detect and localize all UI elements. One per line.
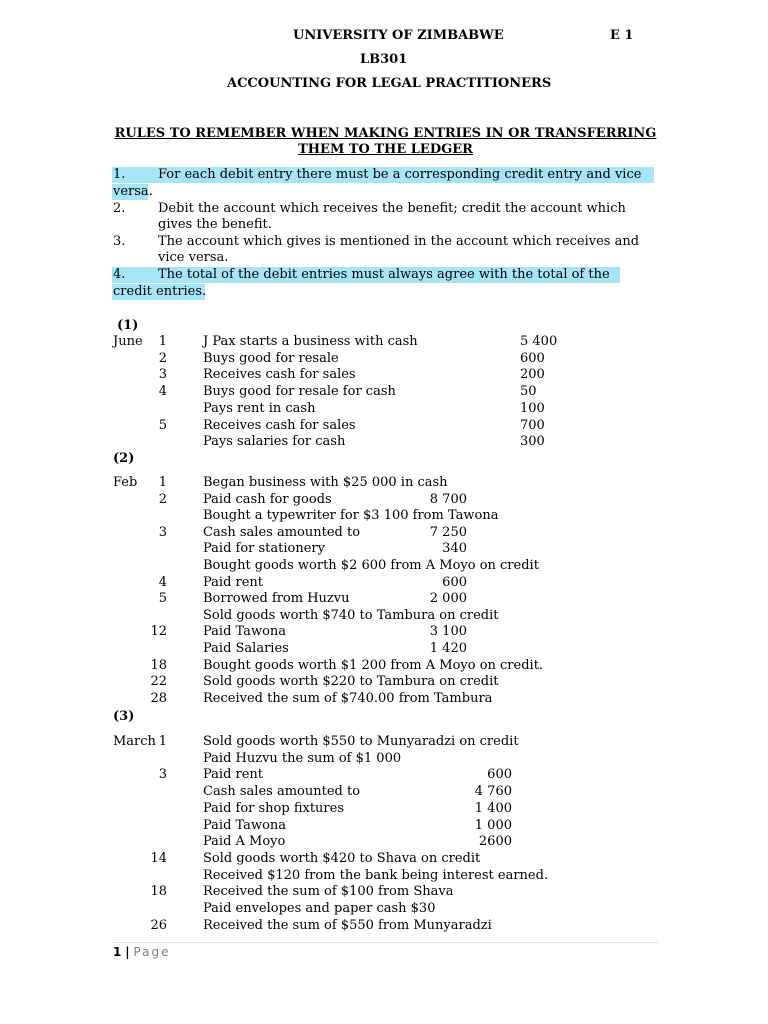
entry-month: March bbox=[113, 734, 156, 749]
entry-description: Received $120 from the bank being interest earned. bbox=[203, 867, 549, 883]
entry-day: 2 bbox=[158, 491, 167, 507]
entry-description: Sold goods worth $420 to Shava on credit bbox=[203, 850, 481, 866]
entry-description: Pays rent in cash bbox=[203, 400, 316, 416]
entry-description: Bought a typewriter for $3 100 from Tawona bbox=[203, 508, 499, 524]
entry-day: 12 bbox=[150, 624, 167, 640]
entry-description: Paid Tawona bbox=[203, 817, 287, 833]
entry-description: Paid Salaries bbox=[203, 641, 289, 656]
entry-day: 2 bbox=[158, 350, 167, 366]
entry-description: Paid for shop fixtures bbox=[203, 800, 345, 816]
entry-amount: 8 700 bbox=[429, 491, 467, 507]
entry-description: Received the sum of $550 from Munyaradzi bbox=[203, 917, 492, 933]
rule-2-number: 2. bbox=[113, 201, 126, 216]
entry-amount: 200 bbox=[520, 367, 545, 383]
entry-description: Paid A Moyo bbox=[203, 834, 286, 850]
entry-description: Receives cash for sales bbox=[203, 367, 356, 383]
exercise-3-label: (3) bbox=[113, 709, 135, 724]
entry-description: Paid for stationery bbox=[203, 541, 325, 557]
rule-3-number: 3. bbox=[113, 234, 126, 249]
exercise-2-label: (2) bbox=[113, 451, 135, 466]
entry-description: Bought goods worth $1 200 from A Moyo on credit. bbox=[203, 657, 544, 673]
entry-day: 28 bbox=[150, 690, 167, 706]
entry-amount: 5 400 bbox=[520, 334, 558, 349]
rule-1-text: For each debit entry there must be a corresponding credit entry and vice bbox=[158, 167, 642, 182]
entry-description: Borrowed from Huzvu bbox=[203, 591, 350, 607]
course-title: ACCOUNTING FOR LEGAL PRACTITIONERS bbox=[227, 76, 552, 91]
entry-month: Feb bbox=[113, 475, 138, 490]
entry-description: Cash sales amounted to bbox=[203, 524, 361, 540]
entry-day: 3 bbox=[158, 524, 167, 540]
entry-day: 18 bbox=[150, 657, 167, 673]
entry-day: 5 bbox=[158, 417, 167, 433]
entry-day: 3 bbox=[158, 767, 167, 783]
entry-day: 1 bbox=[158, 334, 167, 349]
entry-description: Receives cash for sales bbox=[203, 417, 356, 433]
entry-day: 1 bbox=[158, 734, 167, 749]
rule-4-number: 4. bbox=[113, 267, 126, 282]
entry-day: 26 bbox=[150, 917, 167, 933]
entry-amount: 3 100 bbox=[429, 624, 467, 640]
entry-description: Paid rent bbox=[203, 574, 264, 590]
course-code: LB301 bbox=[360, 52, 408, 67]
footer-divider bbox=[113, 942, 658, 943]
entry-description: Buys good for resale for cash bbox=[203, 384, 396, 400]
page-label: Page bbox=[133, 945, 171, 959]
rule-2-text: Debit the account which receives the benefit; credit the account which bbox=[158, 201, 626, 216]
entry-description: Cash sales amounted to bbox=[203, 784, 361, 800]
university-title: UNIVERSITY OF ZIMBABWE bbox=[293, 28, 504, 43]
entry-description: Bought goods worth $2 600 from A Moyo on credit bbox=[203, 558, 539, 573]
rule-3-text-cont: vice versa. bbox=[158, 250, 229, 265]
entry-amount: 100 bbox=[520, 400, 545, 416]
entry-amount: 300 bbox=[520, 434, 545, 450]
rule-4-text-cont: credit entries. bbox=[113, 284, 207, 299]
rule-1-number: 1. bbox=[113, 167, 126, 182]
entry-amount: 1 000 bbox=[474, 817, 512, 833]
entry-description: Paid cash for goods bbox=[203, 491, 332, 507]
entry-month: June bbox=[113, 334, 143, 349]
entry-description: Buys good for resale bbox=[203, 350, 339, 366]
rule-3-text: The account which gives is mentioned in the account which receives and bbox=[158, 234, 640, 249]
exercise-1-label: (1) bbox=[117, 318, 139, 333]
entry-day: 4 bbox=[158, 574, 167, 590]
entry-amount: 7 250 bbox=[429, 524, 467, 540]
rule-1-text-cont: versa. bbox=[113, 184, 153, 199]
rules-heading-line2: THEM TO THE LEDGER bbox=[298, 142, 473, 157]
entry-description: Paid Huzvu the sum of $1 000 bbox=[203, 750, 402, 766]
entry-amount: 1 400 bbox=[474, 800, 512, 816]
rules-heading-line1: RULES TO REMEMBER WHEN MAKING ENTRIES IN OR TRANSFERRING bbox=[114, 126, 657, 141]
entry-amount: 340 bbox=[442, 541, 467, 557]
entry-day: 1 bbox=[158, 475, 167, 490]
entry-description: Began business with $25 000 in cash bbox=[203, 475, 448, 490]
entry-amount: 600 bbox=[442, 574, 467, 590]
entry-amount: 4 760 bbox=[474, 784, 512, 800]
entry-description: Sold goods worth $740 to Tambura on credit bbox=[203, 607, 499, 623]
entry-description: Pays salaries for cash bbox=[203, 434, 346, 450]
entry-description: Sold goods worth $220 to Tambura on credit bbox=[203, 674, 499, 690]
entry-description: Received the sum of $740.00 from Tambura bbox=[203, 690, 493, 706]
entry-day: 14 bbox=[150, 850, 167, 866]
entry-amount: 2 000 bbox=[429, 591, 467, 607]
entry-day: 4 bbox=[158, 384, 167, 400]
entry-description: Received the sum of $100 from Shava bbox=[203, 884, 454, 900]
page-separator: | bbox=[125, 945, 130, 959]
entry-description: J Pax starts a business with cash bbox=[203, 334, 418, 349]
entry-amount: 600 bbox=[520, 350, 545, 366]
entry-day: 18 bbox=[150, 884, 167, 900]
entry-description: Paid rent bbox=[203, 767, 264, 783]
rule-2-text-cont: gives the benefit. bbox=[158, 217, 272, 232]
rule-4-text: The total of the debit entries must always agree with the total of the bbox=[158, 267, 610, 282]
entry-amount: 2600 bbox=[478, 834, 512, 850]
entry-day: 3 bbox=[158, 367, 167, 383]
document-code: E 1 bbox=[610, 28, 634, 43]
entry-amount: 1 420 bbox=[429, 641, 467, 656]
page-number: 1 bbox=[113, 945, 122, 959]
entry-description: Sold goods worth $550 to Munyaradzi on credit bbox=[203, 734, 519, 749]
page-footer bbox=[113, 945, 170, 959]
entry-day: 22 bbox=[150, 674, 167, 690]
entry-description: Paid Tawona bbox=[203, 624, 287, 640]
entry-amount: 50 bbox=[520, 384, 537, 400]
entry-day: 5 bbox=[158, 591, 167, 607]
entry-description: Paid envelopes and paper cash $30 bbox=[203, 901, 436, 916]
entry-amount: 600 bbox=[487, 767, 512, 783]
entry-amount: 700 bbox=[520, 417, 545, 433]
